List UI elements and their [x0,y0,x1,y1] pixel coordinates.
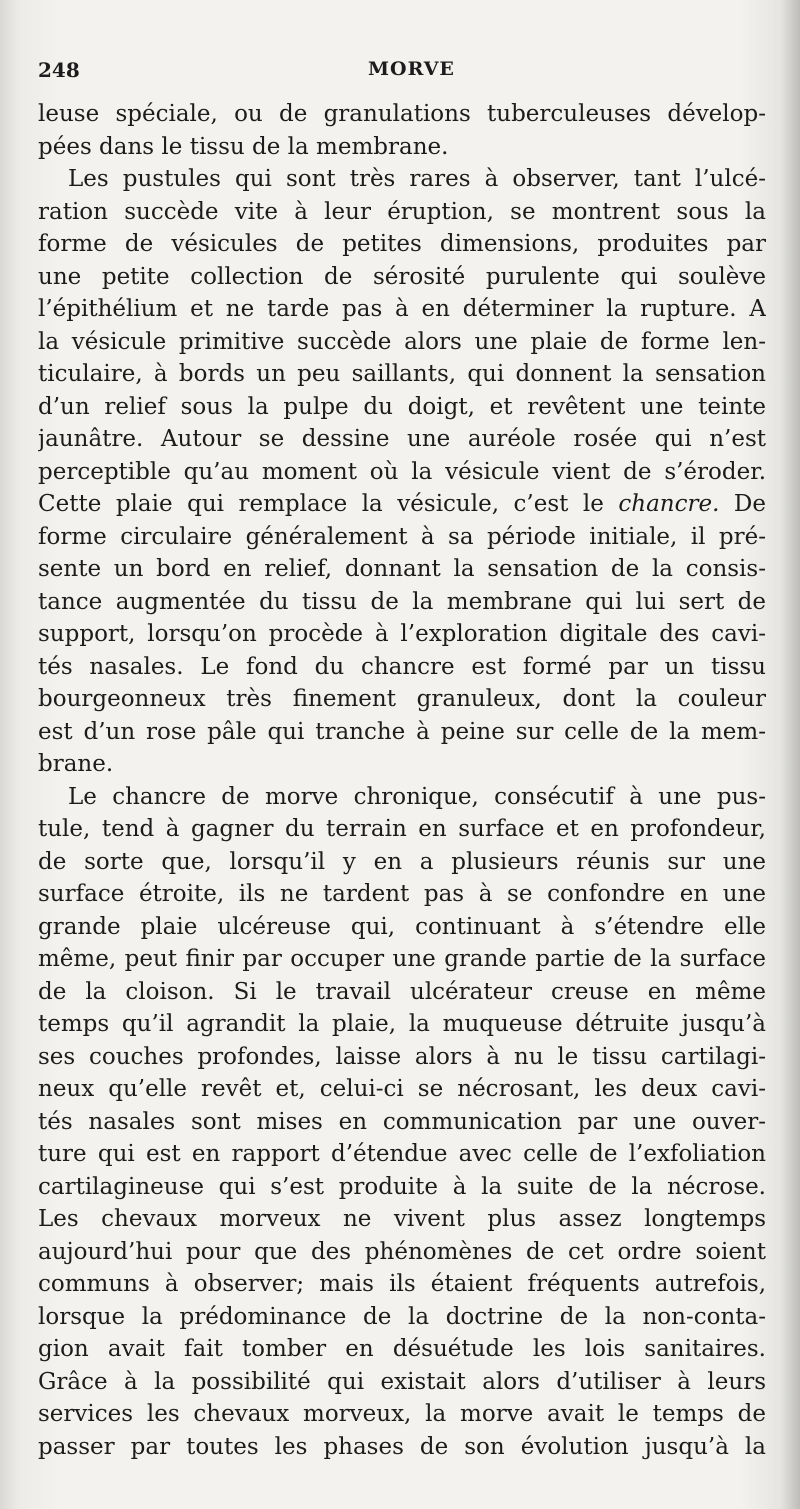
text-line: la vésicule primitive succède alors une plaie de forme len- [38,328,766,355]
text-line: communs à observer; mais ils étaient fréquents autrefois, [38,1271,766,1297]
running-title: MORVE [368,58,455,80]
text-line: brane. [38,751,114,777]
text-line: pées dans le tissu de la membrane. [38,133,449,160]
text-line: tés nasales. Le fond du chancre est formé par un tissu [38,653,766,680]
text-line: Les pustules qui sont très rares à observer, tant l’ulcé- [68,166,766,192]
text-line: leuse spéciale, ou de granulations tuberculeuses dévelop- [38,101,766,127]
text-line: de sorte que, lorsqu’il y en a plusieurs réunis sur une [38,848,766,875]
emphasized-term: chancre. [618,491,720,517]
text-line: ses couches profondes, laisse alors à nu le tissu cartilagi- [38,1043,766,1070]
text-line: ticulaire, à bords un peu saillants, qui donnent la sensation [38,361,766,387]
text-line: Les chevaux morveux ne vivent plus assez longtemps [38,1206,766,1232]
text-line: tance augmentée du tissu de la membrane qui lui sert de [38,588,766,615]
text-line: forme circulaire généralement à sa période initiale, il pré- [38,523,766,550]
text-line: ture qui est en rapport d’étendue avec celle de l’exfoliation [38,1141,766,1167]
text-line: sente un bord en relief, donnant la sensation de la consis- [38,556,766,582]
text-line: surface étroite, ils ne tardent pas à se confondre en une [38,881,766,907]
text-line: support, lorsqu’on procède à l’exploration digitale des cavi- [38,621,766,647]
text-line: Le chancre de morve chronique, consécutif à une pus- [68,783,766,810]
text-line: tés nasales sont mises en communication par une ouver- [38,1108,766,1135]
text-line: grande plaie ulcéreuse qui, continuant à s’étendre elle [38,913,766,940]
text-line: jaunâtre. Autour se dessine une auréole rosée qui n’est [38,426,766,452]
text-line: tule, tend à gagner du terrain en surface et en profondeur, [38,816,766,842]
text-line: cartilagineuse qui s’est produite à la suite de la nécrose. [38,1173,766,1200]
text-line: une petite collection de sérosité purulente qui soulève [38,263,766,290]
text-line: est d’un rose pâle qui tranche à peine sur celle de la mem- [38,718,766,745]
text-line: forme de vésicules de petites dimensions, produites par [38,231,766,257]
body-text [38,98,766,1463]
page-number: 248 [38,58,80,82]
text-line: Cette plaie qui remplace la vésicule, c’est le chancre. De [38,491,766,517]
page-header [38,58,778,88]
text-line: l’épithélium et ne tarde pas à en déterminer la rupture. A [38,296,766,322]
text-line: Grâce à la possibilité qui existait alors d’utiliser à leurs [38,1368,766,1395]
text-line: neux qu’elle revêt et, celui-ci se nécrosant, les deux cavi- [38,1076,766,1102]
text-line: passer par toutes les phases de son évolution jusqu’à la [38,1433,766,1460]
text-line: services les chevaux morveux, la morve avait le temps de [38,1401,766,1427]
text-line: de la cloison. Si le travail ulcérateur creuse en même [38,978,766,1005]
text-line: lorsque la prédominance de la doctrine de la non-conta- [38,1303,766,1330]
text-line: ration succède vite à leur éruption, se montrent sous la [38,198,766,225]
text-line: gion avait fait tomber en désuétude les lois sanitaires. [38,1336,766,1362]
text-line: bourgeonneux très finement granuleux, dont la couleur [38,686,766,712]
text-line: aujourd’hui pour que des phénomènes de cet ordre soient [38,1238,766,1265]
text-line: perceptible qu’au moment où la vésicule vient de s’éroder. [38,458,766,485]
text-line: d’un relief sous la pulpe du doigt, et revêtent une teinte [38,393,766,420]
text-line: temps qu’il agrandit la plaie, la muqueuse détruite jusqu’à [38,1011,766,1037]
text-line: même, peut finir par occuper une grande partie de la surface [38,946,766,972]
